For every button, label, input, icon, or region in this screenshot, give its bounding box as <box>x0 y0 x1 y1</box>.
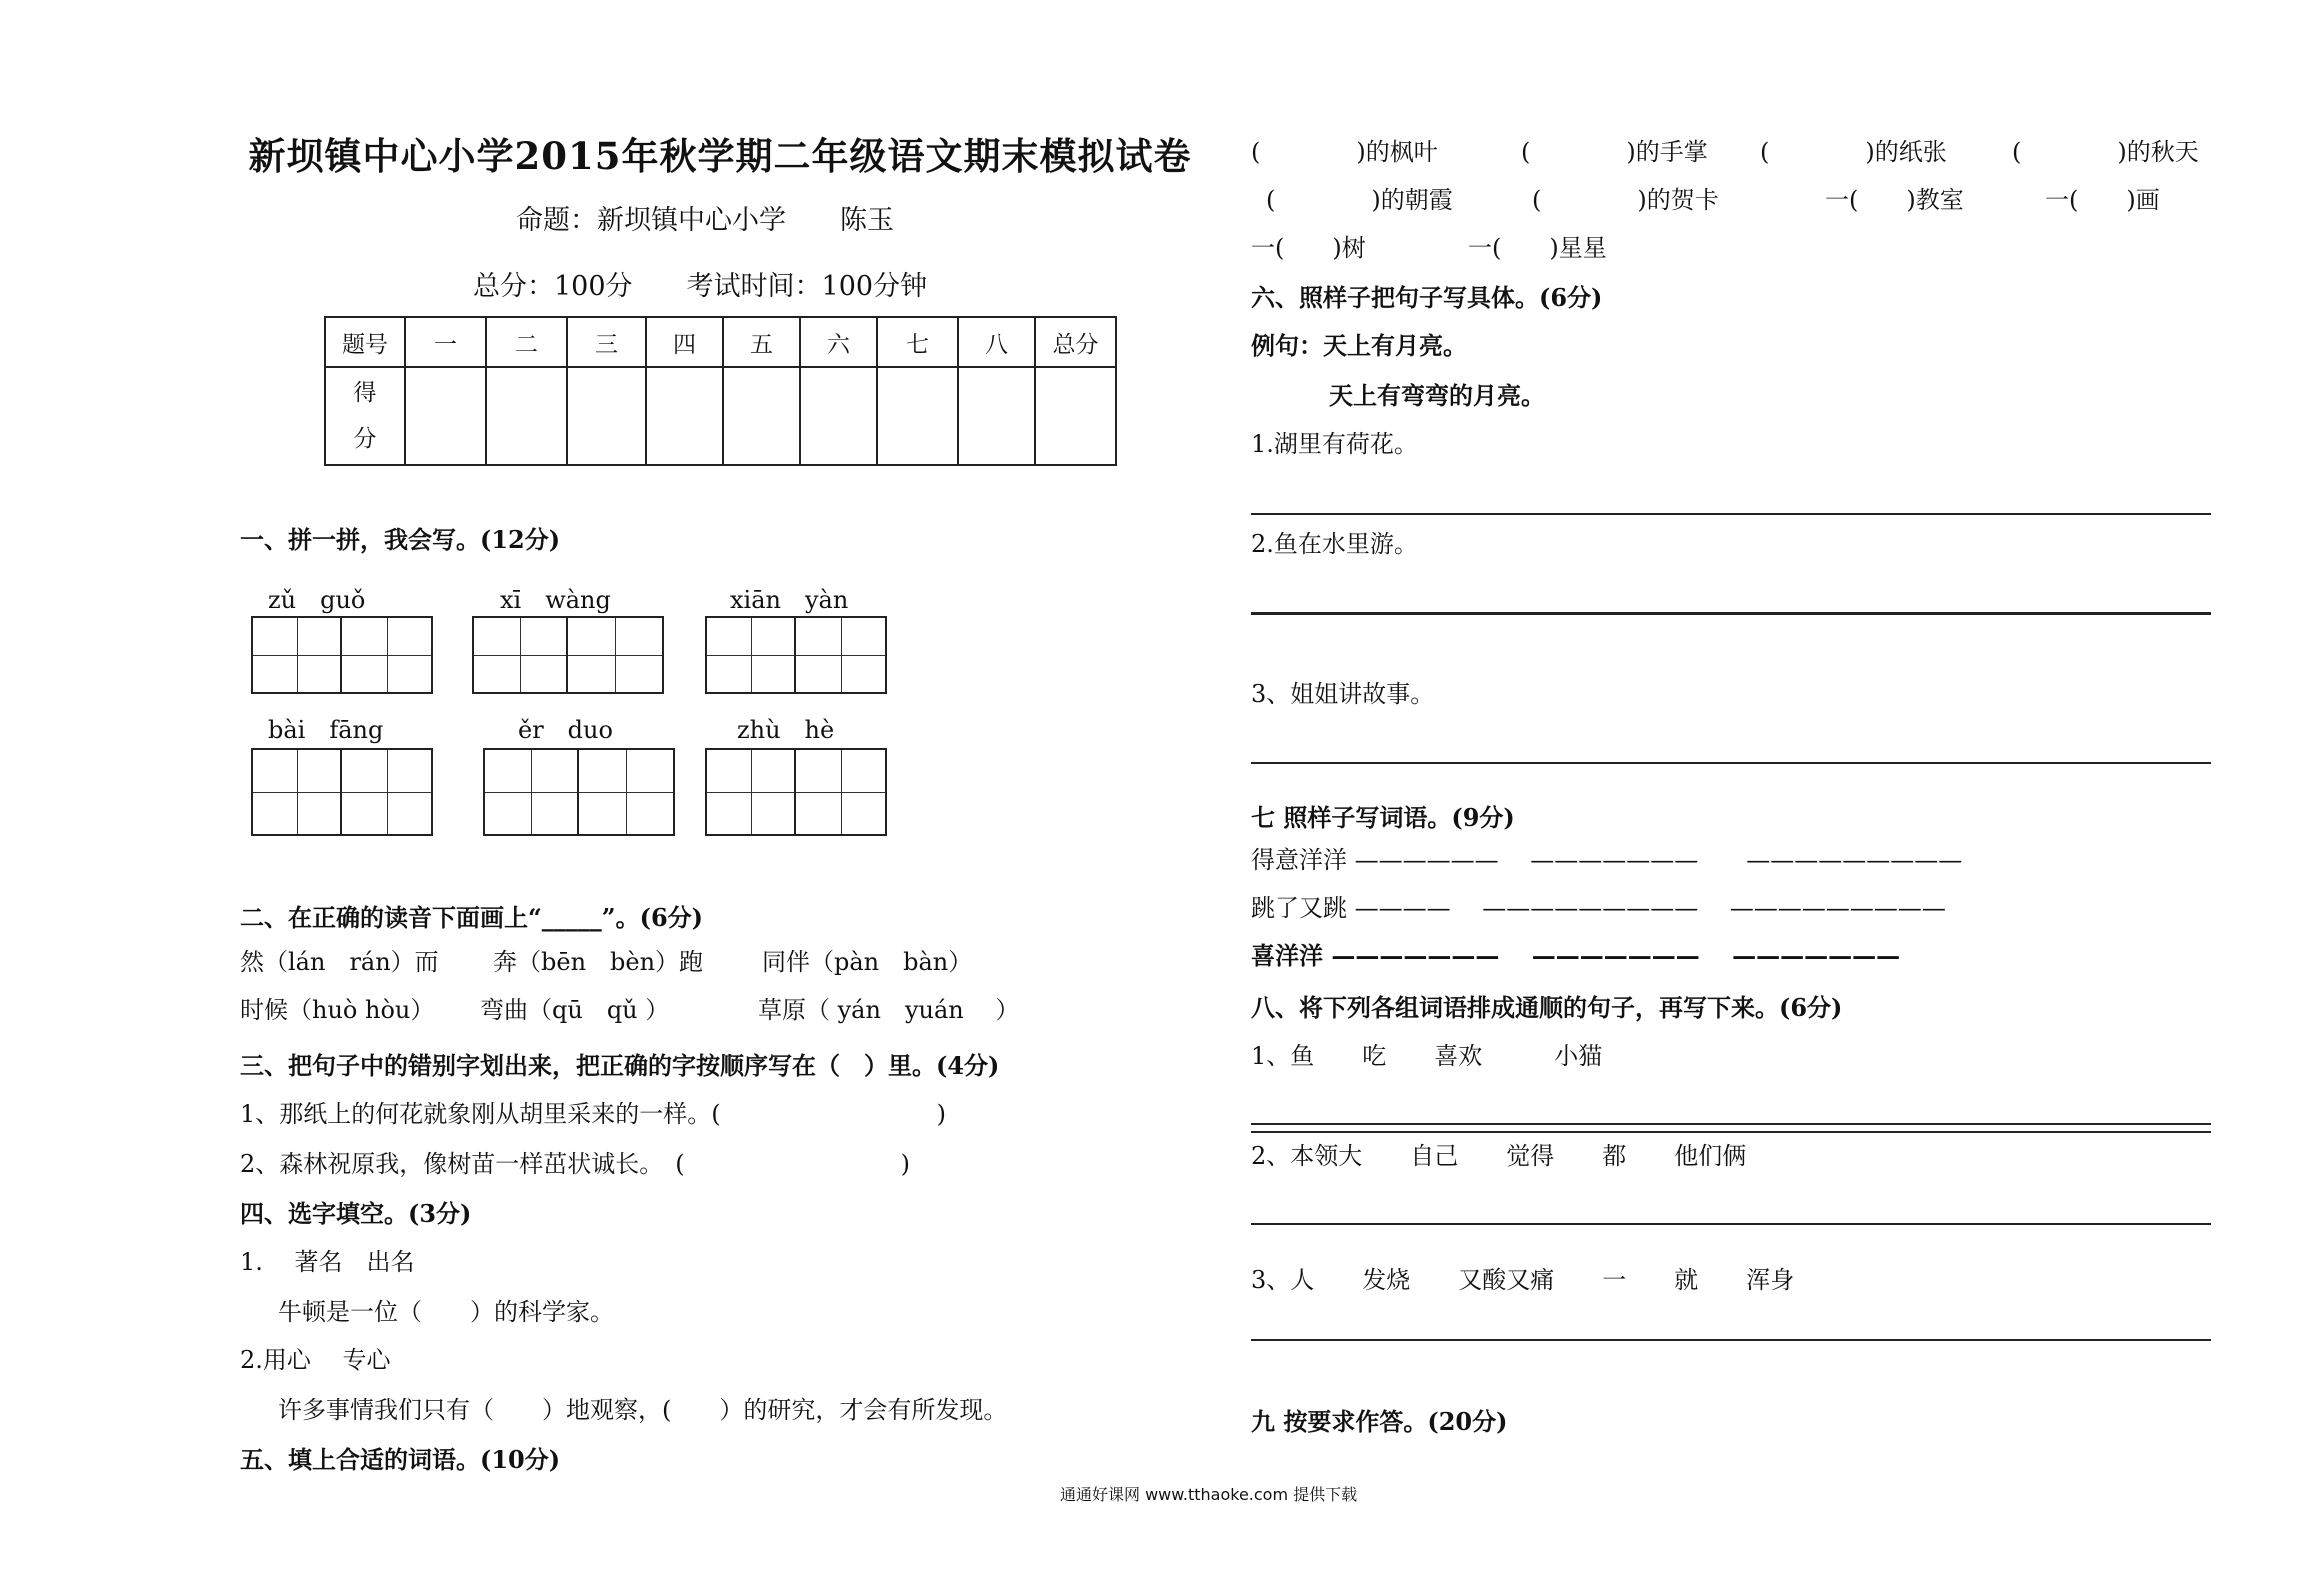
pinyin-label: bài fāng <box>268 716 384 744</box>
section-1-title: 一、拼一拼，我会写。(12分) <box>240 525 561 554</box>
answer-line[interactable] <box>1251 762 2211 764</box>
score-header-cell: 六 <box>800 317 877 367</box>
score-table <box>324 316 1117 466</box>
choice-options: 1. 著名 出名 <box>240 1248 415 1276</box>
pinyin-label: ěr duo <box>518 716 613 744</box>
score-header-cell: 题号 <box>325 317 405 367</box>
score-header-cell: 一 <box>405 317 486 367</box>
fill-item: ( )的秋天 <box>2012 138 2199 166</box>
pinyin-label: xī wàng <box>500 586 611 614</box>
pronunciation-item: 同伴（pàn bàn） <box>762 948 973 976</box>
fill-item: 一( )树 <box>1251 234 1366 262</box>
fill-item: ( )的枫叶 <box>1251 138 1438 166</box>
page-title: 新坝镇中心小学2015年秋学期二年级语文期末模拟试卷 <box>248 134 1192 178</box>
score-cell[interactable] <box>486 367 567 465</box>
score-cell[interactable] <box>1035 367 1116 465</box>
fill-item: ( )的朝霞 <box>1266 186 1453 214</box>
writing-grid[interactable] <box>472 616 664 694</box>
question-3-1: 1、那纸上的何花就象刚从胡里采来的一样。( ) <box>240 1100 946 1128</box>
section-9-title: 九 按要求作答。(20分) <box>1251 1407 1508 1436</box>
score-header-cell: 二 <box>486 317 567 367</box>
writing-grid[interactable] <box>251 616 433 694</box>
score-row-label: 得分 <box>325 367 405 465</box>
question-4-1: 牛顿是一位（ ）的科学家。 <box>278 1298 614 1326</box>
answer-line[interactable] <box>1251 1339 2211 1341</box>
score-cell[interactable] <box>567 367 646 465</box>
exam-meta: 总分：100分 考试时间：100分钟 <box>473 271 928 302</box>
section-8-title: 八、将下列各组词语排成通顺的句子，再写下来。(6分) <box>1251 993 1843 1022</box>
pinyin-label: zǔ guǒ <box>268 586 366 614</box>
section-7-title: 七 照样子写词语。(9分) <box>1251 803 1515 832</box>
answer-line[interactable] <box>1251 612 2211 615</box>
pronunciation-item: 奔（bēn bèn）跑 <box>493 948 704 976</box>
score-header-cell: 五 <box>723 317 800 367</box>
example-sentence: 例句：天上有月亮。 <box>1251 331 1467 360</box>
fill-item: 一( )教室 <box>1825 186 1964 214</box>
writing-grid[interactable] <box>483 748 675 836</box>
section-6-title: 六、照样子把句子写具体。(6分) <box>1251 283 1603 312</box>
fill-item: 一( )星星 <box>1468 234 1607 262</box>
pronunciation-item: 弯曲（qū qǔ ） <box>480 996 670 1024</box>
answer-line[interactable] <box>1251 1223 2211 1225</box>
question-8-3: 3、人 发烧 又酸又痛 一 就 浑身 <box>1251 1266 1795 1294</box>
writing-grid[interactable] <box>705 748 887 836</box>
writing-grid[interactable] <box>705 616 887 694</box>
score-header-cell: 三 <box>567 317 646 367</box>
word-pattern-row: 跳了又跳 ———— ————————— ————————— <box>1251 894 1946 922</box>
footer-credit: 通通好课网 www.tthaoke.com 提供下载 <box>1060 1485 1358 1504</box>
fill-item: ( )的贺卡 <box>1532 186 1719 214</box>
score-cell[interactable] <box>800 367 877 465</box>
pronunciation-item: 然（lán rán）而 <box>240 948 439 976</box>
example-sentence-expanded: 天上有弯弯的月亮。 <box>1329 381 1545 410</box>
answer-line[interactable] <box>1251 1123 2211 1125</box>
question-3-2: 2、森林祝原我，像树苗一样茁状诚长。 ( ) <box>240 1150 910 1178</box>
score-cell[interactable] <box>646 367 723 465</box>
score-cell[interactable] <box>723 367 800 465</box>
score-header-cell: 四 <box>646 317 723 367</box>
section-2-title: 二、在正确的读音下面画上“_____”。(6分) <box>240 903 704 932</box>
author-line: 命题：新坝镇中心小学 陈玉 <box>516 205 894 236</box>
section-5-title: 五、填上合适的词语。(10分) <box>240 1445 561 1474</box>
question-6-2: 2.鱼在水里游。 <box>1251 530 1418 558</box>
pronunciation-item: 草原（ yán yuán ） <box>758 996 1020 1024</box>
word-pattern-row: 喜洋洋 ——————— ——————— ——————— <box>1251 941 1901 970</box>
section-4-title: 四、选字填空。(3分) <box>240 1199 472 1228</box>
writing-grid[interactable] <box>251 748 433 836</box>
section-3-title: 三、把句子中的错别字划出来，把正确的字按顺序写在（ ）里。(4分) <box>240 1051 1000 1080</box>
pinyin-label: xiān yàn <box>730 586 849 614</box>
fill-item: 一( )画 <box>2045 186 2160 214</box>
score-cell[interactable] <box>958 367 1035 465</box>
choice-options: 2.用心 专心 <box>240 1346 391 1374</box>
score-header-cell: 八 <box>958 317 1035 367</box>
answer-line[interactable] <box>1251 1131 2211 1133</box>
question-6-1: 1.湖里有荷花。 <box>1251 430 1418 458</box>
score-cell[interactable] <box>877 367 958 465</box>
question-6-3: 3、姐姐讲故事。 <box>1251 680 1435 708</box>
score-header-cell: 总分 <box>1035 317 1116 367</box>
question-8-1: 1、鱼 吃 喜欢 小猫 <box>1251 1042 1603 1070</box>
score-header-cell: 七 <box>877 317 958 367</box>
fill-item: ( )的纸张 <box>1760 138 1947 166</box>
pronunciation-item: 时候（huò hòu） <box>240 996 435 1024</box>
question-4-2: 许多事情我们只有（ ）地观察，( ）的研究，才会有所发现。 <box>278 1396 1008 1424</box>
word-pattern-row: 得意洋洋 —————— ——————— ————————— <box>1251 846 1963 874</box>
question-8-2: 2、本领大 自己 觉得 都 他们俩 <box>1251 1142 1747 1170</box>
answer-line[interactable] <box>1251 513 2211 515</box>
pinyin-label: zhù hè <box>737 716 835 744</box>
score-cell[interactable] <box>405 367 486 465</box>
fill-item: ( )的手掌 <box>1521 138 1708 166</box>
